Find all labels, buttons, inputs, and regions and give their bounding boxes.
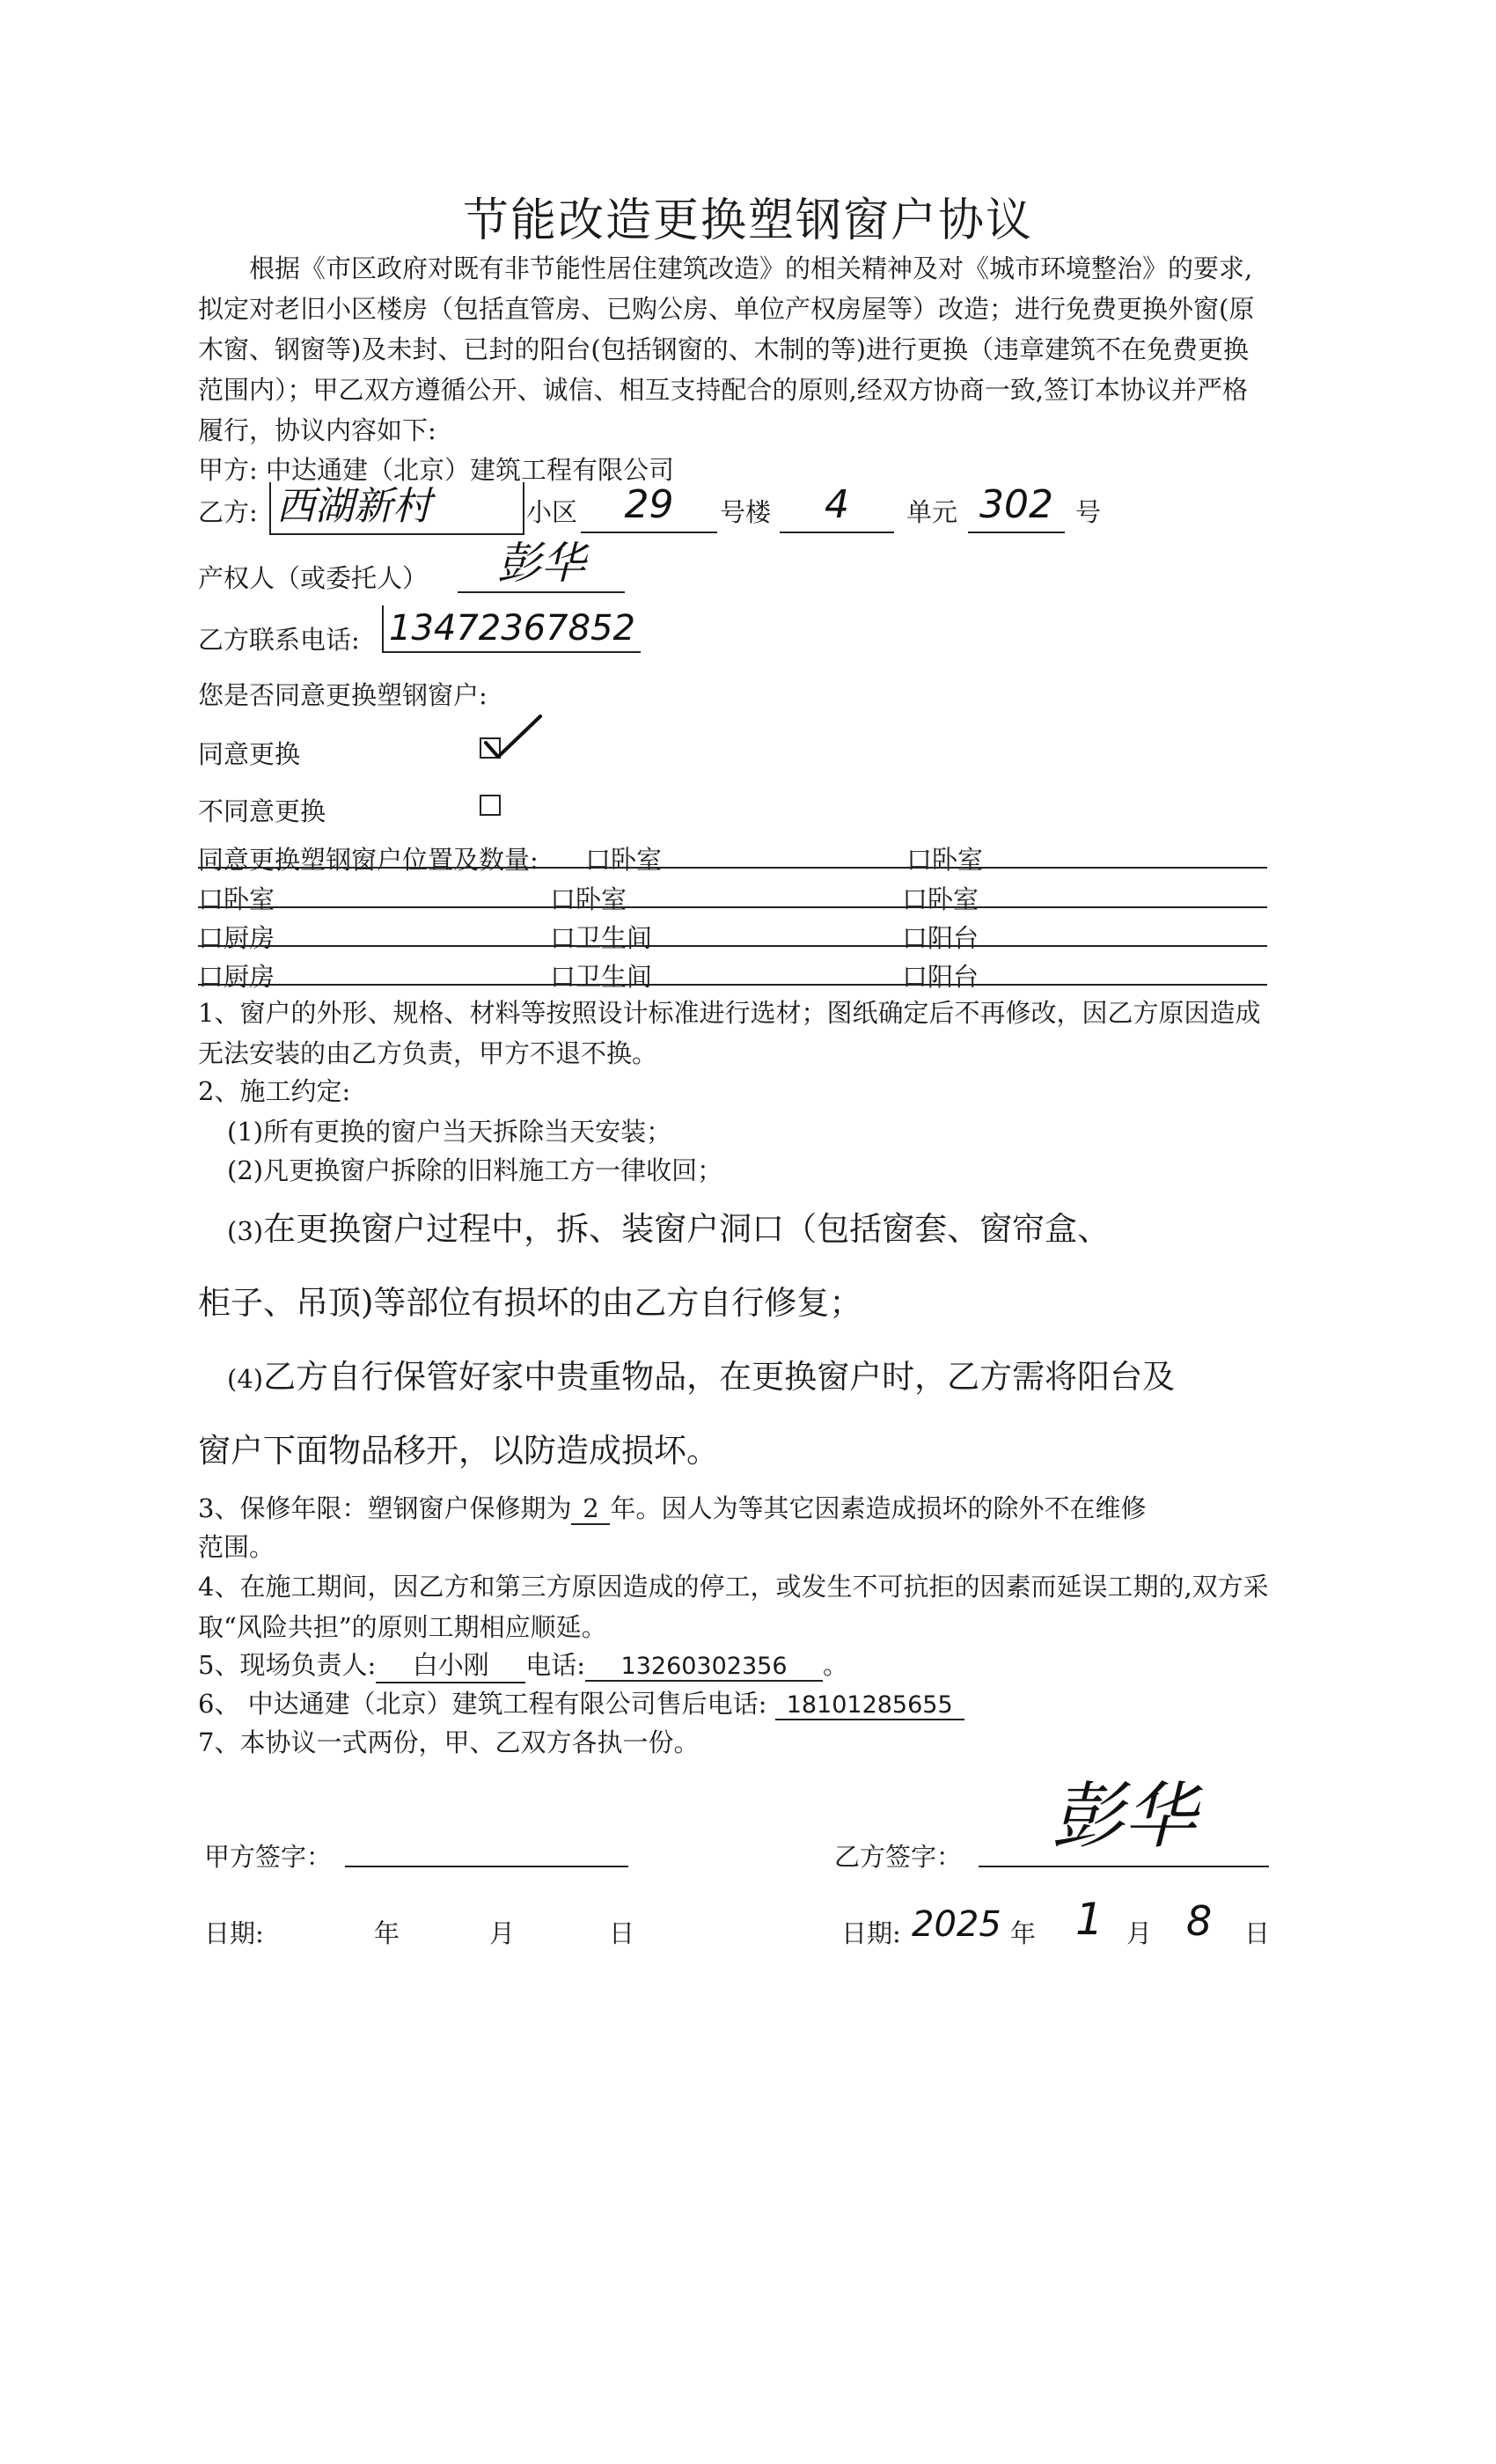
room-option[interactable] bbox=[198, 880, 275, 916]
clause-2-item-3-line-1 bbox=[227, 1202, 1110, 1250]
after-sales-label: 6、 中达通建（北京）建筑工程有限公司售后电话: bbox=[198, 1689, 767, 1719]
unit-field[interactable]: 4 bbox=[780, 482, 894, 533]
site-manager-phone: 13260302356 bbox=[585, 1653, 823, 1682]
community-suffix: 小区 bbox=[526, 497, 578, 527]
checkbox-icon: 口 bbox=[550, 923, 576, 953]
room-option-label: 阳台 bbox=[928, 923, 979, 953]
room-suffix: 号 bbox=[1075, 497, 1102, 527]
room-option[interactable] bbox=[550, 880, 627, 916]
checkmark-icon bbox=[482, 713, 544, 762]
checkbox-icon: 口 bbox=[906, 845, 933, 875]
room-option-label: 卧室 bbox=[928, 884, 979, 914]
room-option[interactable] bbox=[585, 840, 662, 876]
room-field[interactable]: 302 bbox=[968, 482, 1065, 533]
party-b-sign-label: 乙方签字： bbox=[834, 1842, 963, 1872]
checkbox-icon: 口 bbox=[902, 962, 928, 992]
location-label: 同意更换塑钢窗户位置及数量: bbox=[198, 845, 539, 875]
date-a-month: 月 bbox=[489, 1918, 516, 1948]
checkbox-icon: 口 bbox=[902, 884, 928, 914]
site-manager-label: 5、现场负责人: bbox=[198, 1650, 377, 1680]
table-rule bbox=[198, 984, 1267, 986]
checkbox-icon: 口 bbox=[198, 923, 224, 953]
clause-3-text: 年。因人为等其它因素造成损坏的除外不在维修 bbox=[610, 1493, 1147, 1523]
party-a-line bbox=[198, 451, 674, 487]
site-manager-phone-label: 电话: bbox=[525, 1650, 586, 1680]
table-rule bbox=[198, 906, 1267, 908]
clause-2-heading: 2、施工约定: bbox=[198, 1076, 351, 1106]
room-option[interactable] bbox=[198, 919, 275, 955]
date-a-label: 日期: bbox=[204, 1918, 264, 1948]
building-field[interactable]: 29 bbox=[581, 482, 717, 533]
owner-signature: 彭华 bbox=[458, 528, 625, 593]
disagree-checkbox[interactable] bbox=[480, 795, 501, 816]
room-option-label: 卧室 bbox=[611, 845, 663, 875]
document-title: 节能改造更换塑钢窗户协议 bbox=[462, 194, 1033, 247]
unit-suffix: 单元 bbox=[906, 497, 958, 527]
party-a-name: 中达通建（北京）建筑工程有限公司 bbox=[266, 455, 675, 485]
date-b-day-value: 8 bbox=[1186, 1897, 1213, 1945]
clause-5-line bbox=[198, 1646, 848, 1683]
intro-paragraph: 根据《市区政府对既有非节能性居住建筑改造》的相关精神及对《城市环境整治》的要求,拟定对老旧小区楼房（包括直管房、已购公房、单位产权房屋等）改造；进行免费更换外窗(原木窗、钢窗等)及未封、已封的阳台(包括钢窗的、木制的等)进行更换（违章建筑不在免费更换范围内）；甲乙双方遵循公开、诚信、相互支持配合的原则,经双方协商一致,签订本协议并严格履行，协议内容如下: bbox=[198, 253, 1255, 445]
date-b-year-value: 2025 bbox=[912, 1904, 1001, 1945]
checkbox-icon: 口 bbox=[585, 845, 612, 875]
after-sales-phone: 18101285655 bbox=[775, 1691, 964, 1720]
item-text: 乙方自行保管好家中贵重物品，在更换窗户时，乙方需将阳台及 bbox=[263, 1358, 1176, 1396]
owner-label: 产权人（或委托人） bbox=[198, 563, 429, 593]
room-option-label: 卧室 bbox=[932, 845, 984, 875]
room-option-label: 厨房 bbox=[224, 923, 275, 953]
room-option-label: 卧室 bbox=[576, 884, 627, 914]
party-a-sign-field[interactable] bbox=[345, 1866, 628, 1867]
checkbox-icon: 口 bbox=[902, 923, 928, 953]
clause-7: 7、本协议一式两份，甲、乙双方各执一份。 bbox=[198, 1727, 700, 1757]
community-field[interactable]: 西湖新村 bbox=[269, 482, 524, 535]
clause-2-item-4-line-1 bbox=[227, 1350, 1175, 1397]
room-option-label: 卧室 bbox=[224, 884, 275, 914]
clause-1: 1、窗户的外形、规格、材料等按照设计标准进行选材；图纸确定后不再修改，因乙方原因造成无法安装的由乙方负责，甲方不退不换。 bbox=[198, 998, 1261, 1068]
room-option-label: 阳台 bbox=[928, 962, 979, 992]
clause-5-end: 。 bbox=[823, 1650, 849, 1680]
checkbox-icon: 口 bbox=[198, 962, 224, 992]
room-option-label: 厨房 bbox=[224, 962, 275, 992]
room-option[interactable] bbox=[906, 840, 983, 876]
clause-3-text: 3、保修年限：塑钢窗户保修期为 bbox=[198, 1493, 572, 1523]
warranty-years: 2 bbox=[571, 1493, 610, 1525]
site-manager-name: 白小刚 bbox=[376, 1646, 525, 1683]
party-a-label: 甲方: bbox=[198, 455, 258, 485]
clause-4: 4、在施工期间，因乙方和第三方原因造成的停工，或发生不可抗拒的因素而延误工期的,双方采取“风险共担”的原则工期相应顺延。 bbox=[198, 1572, 1269, 1642]
date-a-day: 日 bbox=[609, 1918, 635, 1948]
clause-2-item-1: (1)所有更换的窗户当天拆除当天安装； bbox=[227, 1117, 672, 1147]
checkbox-icon: 口 bbox=[550, 962, 576, 992]
clause-6-line bbox=[198, 1684, 964, 1720]
date-b-year: 年 bbox=[1010, 1918, 1037, 1948]
phone-label: 乙方联系电话: bbox=[198, 625, 360, 655]
date-b-label: 日期: bbox=[841, 1918, 901, 1948]
blank-area bbox=[0, 2050, 1496, 2464]
checkbox-icon: 口 bbox=[550, 884, 576, 914]
room-option[interactable] bbox=[902, 957, 979, 994]
clause-2-item-4-line-2: 窗户下面物品移开，以防造成损坏。 bbox=[198, 1432, 719, 1470]
room-option[interactable] bbox=[550, 919, 652, 955]
clause-3-line-2: 范围。 bbox=[198, 1532, 275, 1562]
phone-field[interactable]: 13472367852 bbox=[382, 605, 641, 653]
room-option-label: 卫生间 bbox=[576, 962, 653, 992]
item-text: 在更换窗户过程中，拆、装窗户洞口（包括窗套、窗帘盒、 bbox=[263, 1210, 1111, 1248]
room-option[interactable] bbox=[902, 919, 979, 955]
room-option[interactable] bbox=[550, 957, 652, 994]
clause-2-item-2: (2)凡更换窗户拆除的旧料施工方一律收回； bbox=[227, 1155, 723, 1185]
checkbox-icon: 口 bbox=[198, 884, 224, 914]
party-a-sign-label: 甲方签字： bbox=[204, 1842, 333, 1872]
date-a-year: 年 bbox=[374, 1918, 400, 1948]
item-number: (4) bbox=[227, 1364, 264, 1394]
party-b-label: 乙方: bbox=[198, 497, 258, 527]
agree-question: 您是否同意更换塑钢窗户: bbox=[198, 680, 488, 710]
clause-2-item-3-line-2: 柜子、吊顶)等部位有损坏的由乙方自行修复； bbox=[198, 1284, 862, 1322]
date-b-month: 月 bbox=[1126, 1918, 1153, 1948]
room-option[interactable] bbox=[198, 957, 275, 994]
disagree-label: 不同意更换 bbox=[198, 796, 326, 826]
room-option[interactable] bbox=[902, 880, 979, 916]
agree-label: 同意更换 bbox=[198, 739, 301, 769]
item-number: (3) bbox=[227, 1216, 264, 1246]
party-b-signature: 彭华 bbox=[979, 1769, 1269, 1867]
building-suffix: 号楼 bbox=[720, 497, 772, 527]
date-b-month-value: 1 bbox=[1075, 1894, 1104, 1945]
table-rule bbox=[198, 945, 1267, 947]
clause-3-line-1 bbox=[198, 1489, 1146, 1525]
room-option-label: 卫生间 bbox=[576, 923, 653, 953]
date-b-day: 日 bbox=[1244, 1918, 1271, 1948]
table-rule bbox=[198, 867, 1267, 869]
